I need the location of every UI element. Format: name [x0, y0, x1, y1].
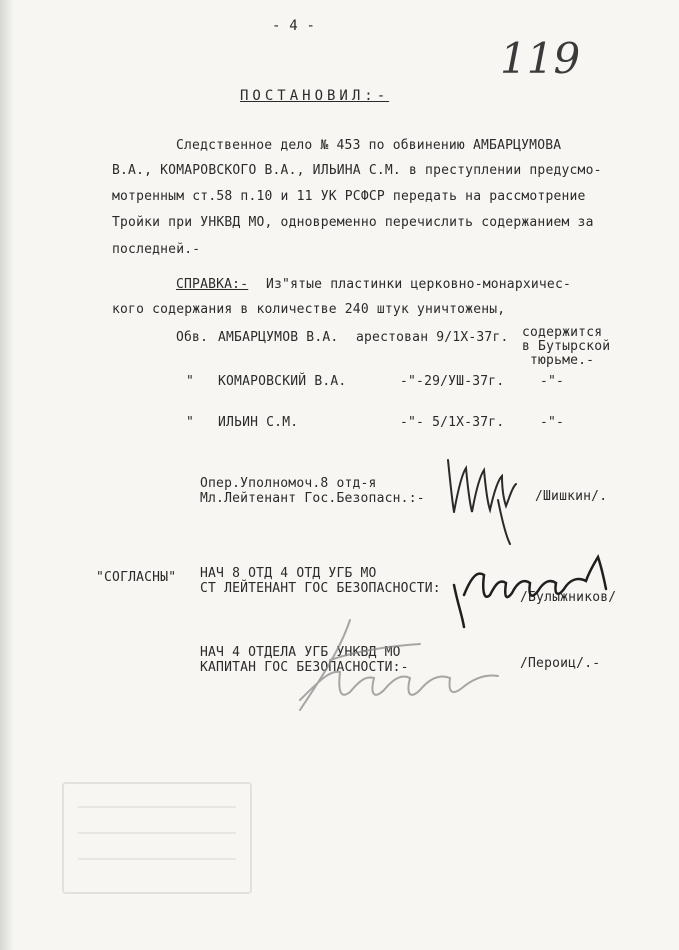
page-number: - 4 -: [272, 18, 316, 34]
body-line: мотренным ст.58 п.10 и 11 УК РСФСР передать на рассмотрение: [112, 189, 586, 204]
body-line: Тройки при УНКВД МО, одновременно перечислить содержанием за: [112, 215, 594, 230]
signature-perots: [270, 600, 530, 730]
archive-stamp: [62, 782, 252, 894]
body-line: Следственное дело № 453 по обвинению АМБАРЦУМОВА: [176, 138, 562, 153]
detainee-status: -"-29/УШ-37г.: [400, 374, 505, 389]
page-edge-shadow: [0, 0, 14, 950]
stamp-line: [78, 806, 236, 808]
detainee-status: -"- 5/1Х-37г.: [400, 415, 505, 430]
spravka-label: СПРАВКА:-: [176, 277, 249, 292]
detainee-prefix: ": [186, 415, 195, 430]
detainee-name: ИЛЬИН С.М.: [218, 415, 299, 430]
spravka-line: кого содержания в количестве 240 штук уничтожены,: [112, 302, 506, 317]
detainee-prefix: ": [186, 374, 195, 389]
approval-label: "СОГЛАСНЫ": [96, 570, 177, 585]
stamp-line: [78, 832, 236, 834]
signatory-rank: КАПИТАН ГОС БЕЗОПАСНОСТИ:-: [200, 660, 409, 675]
spravka-line: Из"ятые пластинки церковно-монархичес-: [266, 277, 572, 292]
detainee-note: содержится: [522, 325, 603, 340]
heading: ПОСТАНОВИЛ:-: [240, 88, 390, 104]
signatory-title: НАЧ 8 ОТД 4 ОТД УГБ МО: [200, 566, 377, 581]
detainee-status: арестован 9/1Х-37г.: [356, 330, 509, 345]
signatory-title: НАЧ 4 ОТДЕЛА УГБ УНКВД МО: [200, 645, 401, 660]
signatory-name: /Булыжников/: [520, 590, 617, 605]
detainee-prefix: Обв.: [176, 330, 209, 345]
detainee-note: в Бутырской: [522, 339, 611, 354]
signatory-title: Опер.Уполномоч.8 отд-я: [200, 476, 377, 491]
signatory-name: /Пероиц/.-: [520, 656, 601, 671]
detainee-name: АМБАРЦУМОВ В.А.: [218, 330, 339, 345]
stamp-line: [78, 858, 236, 860]
signatory-name: /Шишкин/.: [535, 489, 608, 504]
detainee-note: -"-: [540, 415, 565, 430]
signatory-rank: Мл.Лейтенант Гос.Безопасн.:-: [200, 491, 425, 506]
signatory-rank: СТ ЛЕЙТЕНАНТ ГОС БЕЗОПАСНОСТИ:: [200, 581, 441, 596]
detainee-name: КОМАРОВСКИЙ В.А.: [218, 374, 347, 389]
body-line: В.А., КОМАРОВСКОГО В.А., ИЛЬИНА С.М. в преступлении предусмо-: [112, 163, 602, 178]
archive-number: 119: [500, 34, 581, 83]
detainee-note: тюрьме.-: [530, 353, 595, 368]
signature-shishkin: [440, 440, 530, 550]
body-line: последней.-: [112, 242, 201, 257]
detainee-note: -"-: [540, 374, 565, 389]
